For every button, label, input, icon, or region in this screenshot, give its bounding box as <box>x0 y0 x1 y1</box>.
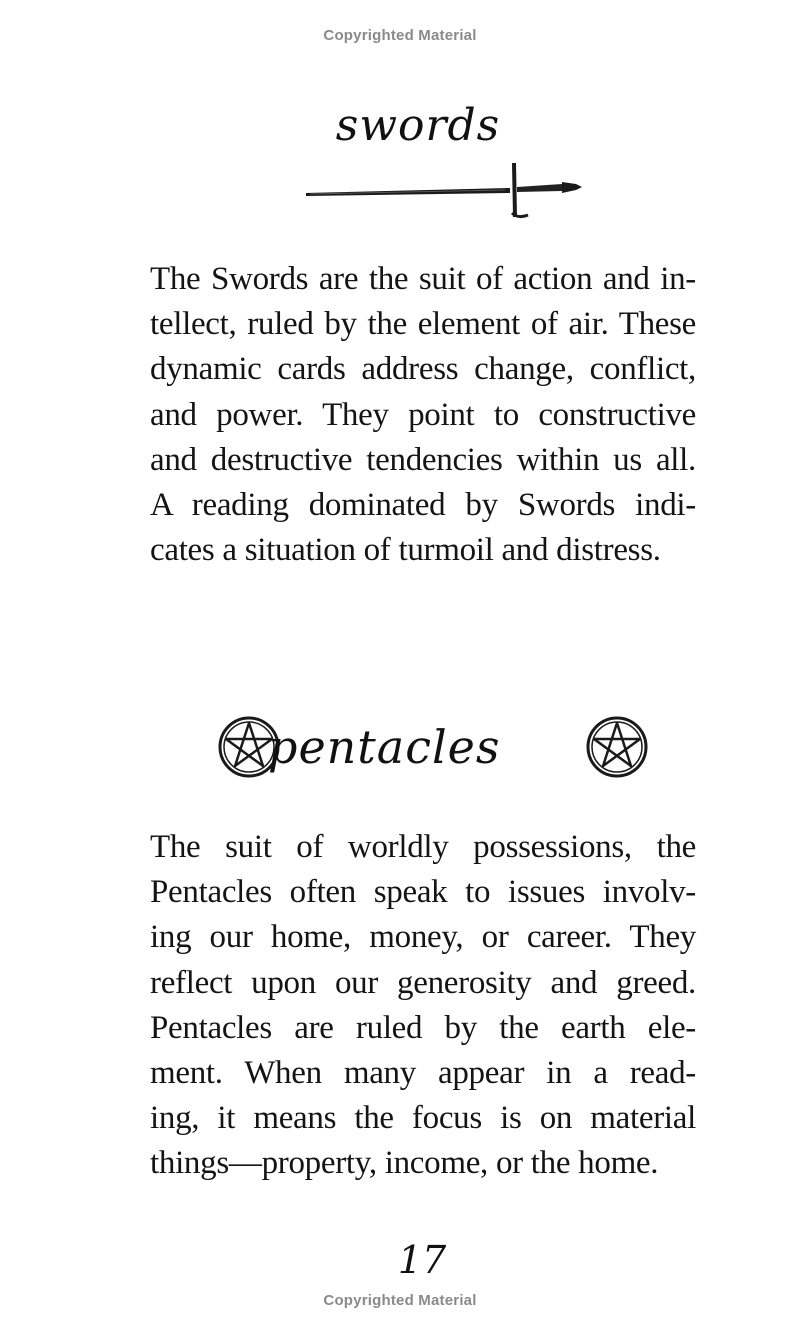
pentacles-heading: pentacles <box>268 720 501 774</box>
sword-icon <box>300 155 590 225</box>
text-line: The Swords are the suit of action and in- <box>150 261 696 297</box>
copyright-watermark-top: Copyrighted Material <box>323 27 477 44</box>
text-line: things—property, income, or the home. <box>150 1145 659 1182</box>
text-line: The suit of worldly possessions, the <box>150 829 696 865</box>
text-line: tellect, ruled by the element of air. These <box>150 306 696 343</box>
page-number: 17 <box>397 1238 447 1282</box>
pentacle-icon <box>584 714 650 780</box>
pentacles-paragraph <box>150 825 696 1187</box>
text-line: cates a situation of turmoil and distress. <box>150 532 661 569</box>
text-line: and power. They point to constructive <box>150 396 696 433</box>
text-line: A reading dominated by Swords indi- <box>150 487 696 524</box>
text-line: dynamic cards address change, conflict, <box>150 351 696 388</box>
text-line: ing our home, money, or career. They <box>150 919 696 956</box>
text-line: ing, it means the focus is on material <box>150 1100 696 1137</box>
text-line: Pentacles often speak to issues involv- <box>150 874 696 911</box>
copyright-watermark-bottom: Copyrighted Material <box>323 1292 477 1309</box>
text-line: Pentacles are ruled by the earth ele- <box>150 1009 696 1046</box>
swords-paragraph <box>150 257 696 573</box>
text-line: reflect upon our generosity and greed. <box>150 964 696 1001</box>
swords-heading: swords <box>335 100 501 151</box>
text-line: and destructive tendencies within us all. <box>150 441 696 478</box>
text-line: ment. When many appear in a read- <box>150 1055 696 1092</box>
